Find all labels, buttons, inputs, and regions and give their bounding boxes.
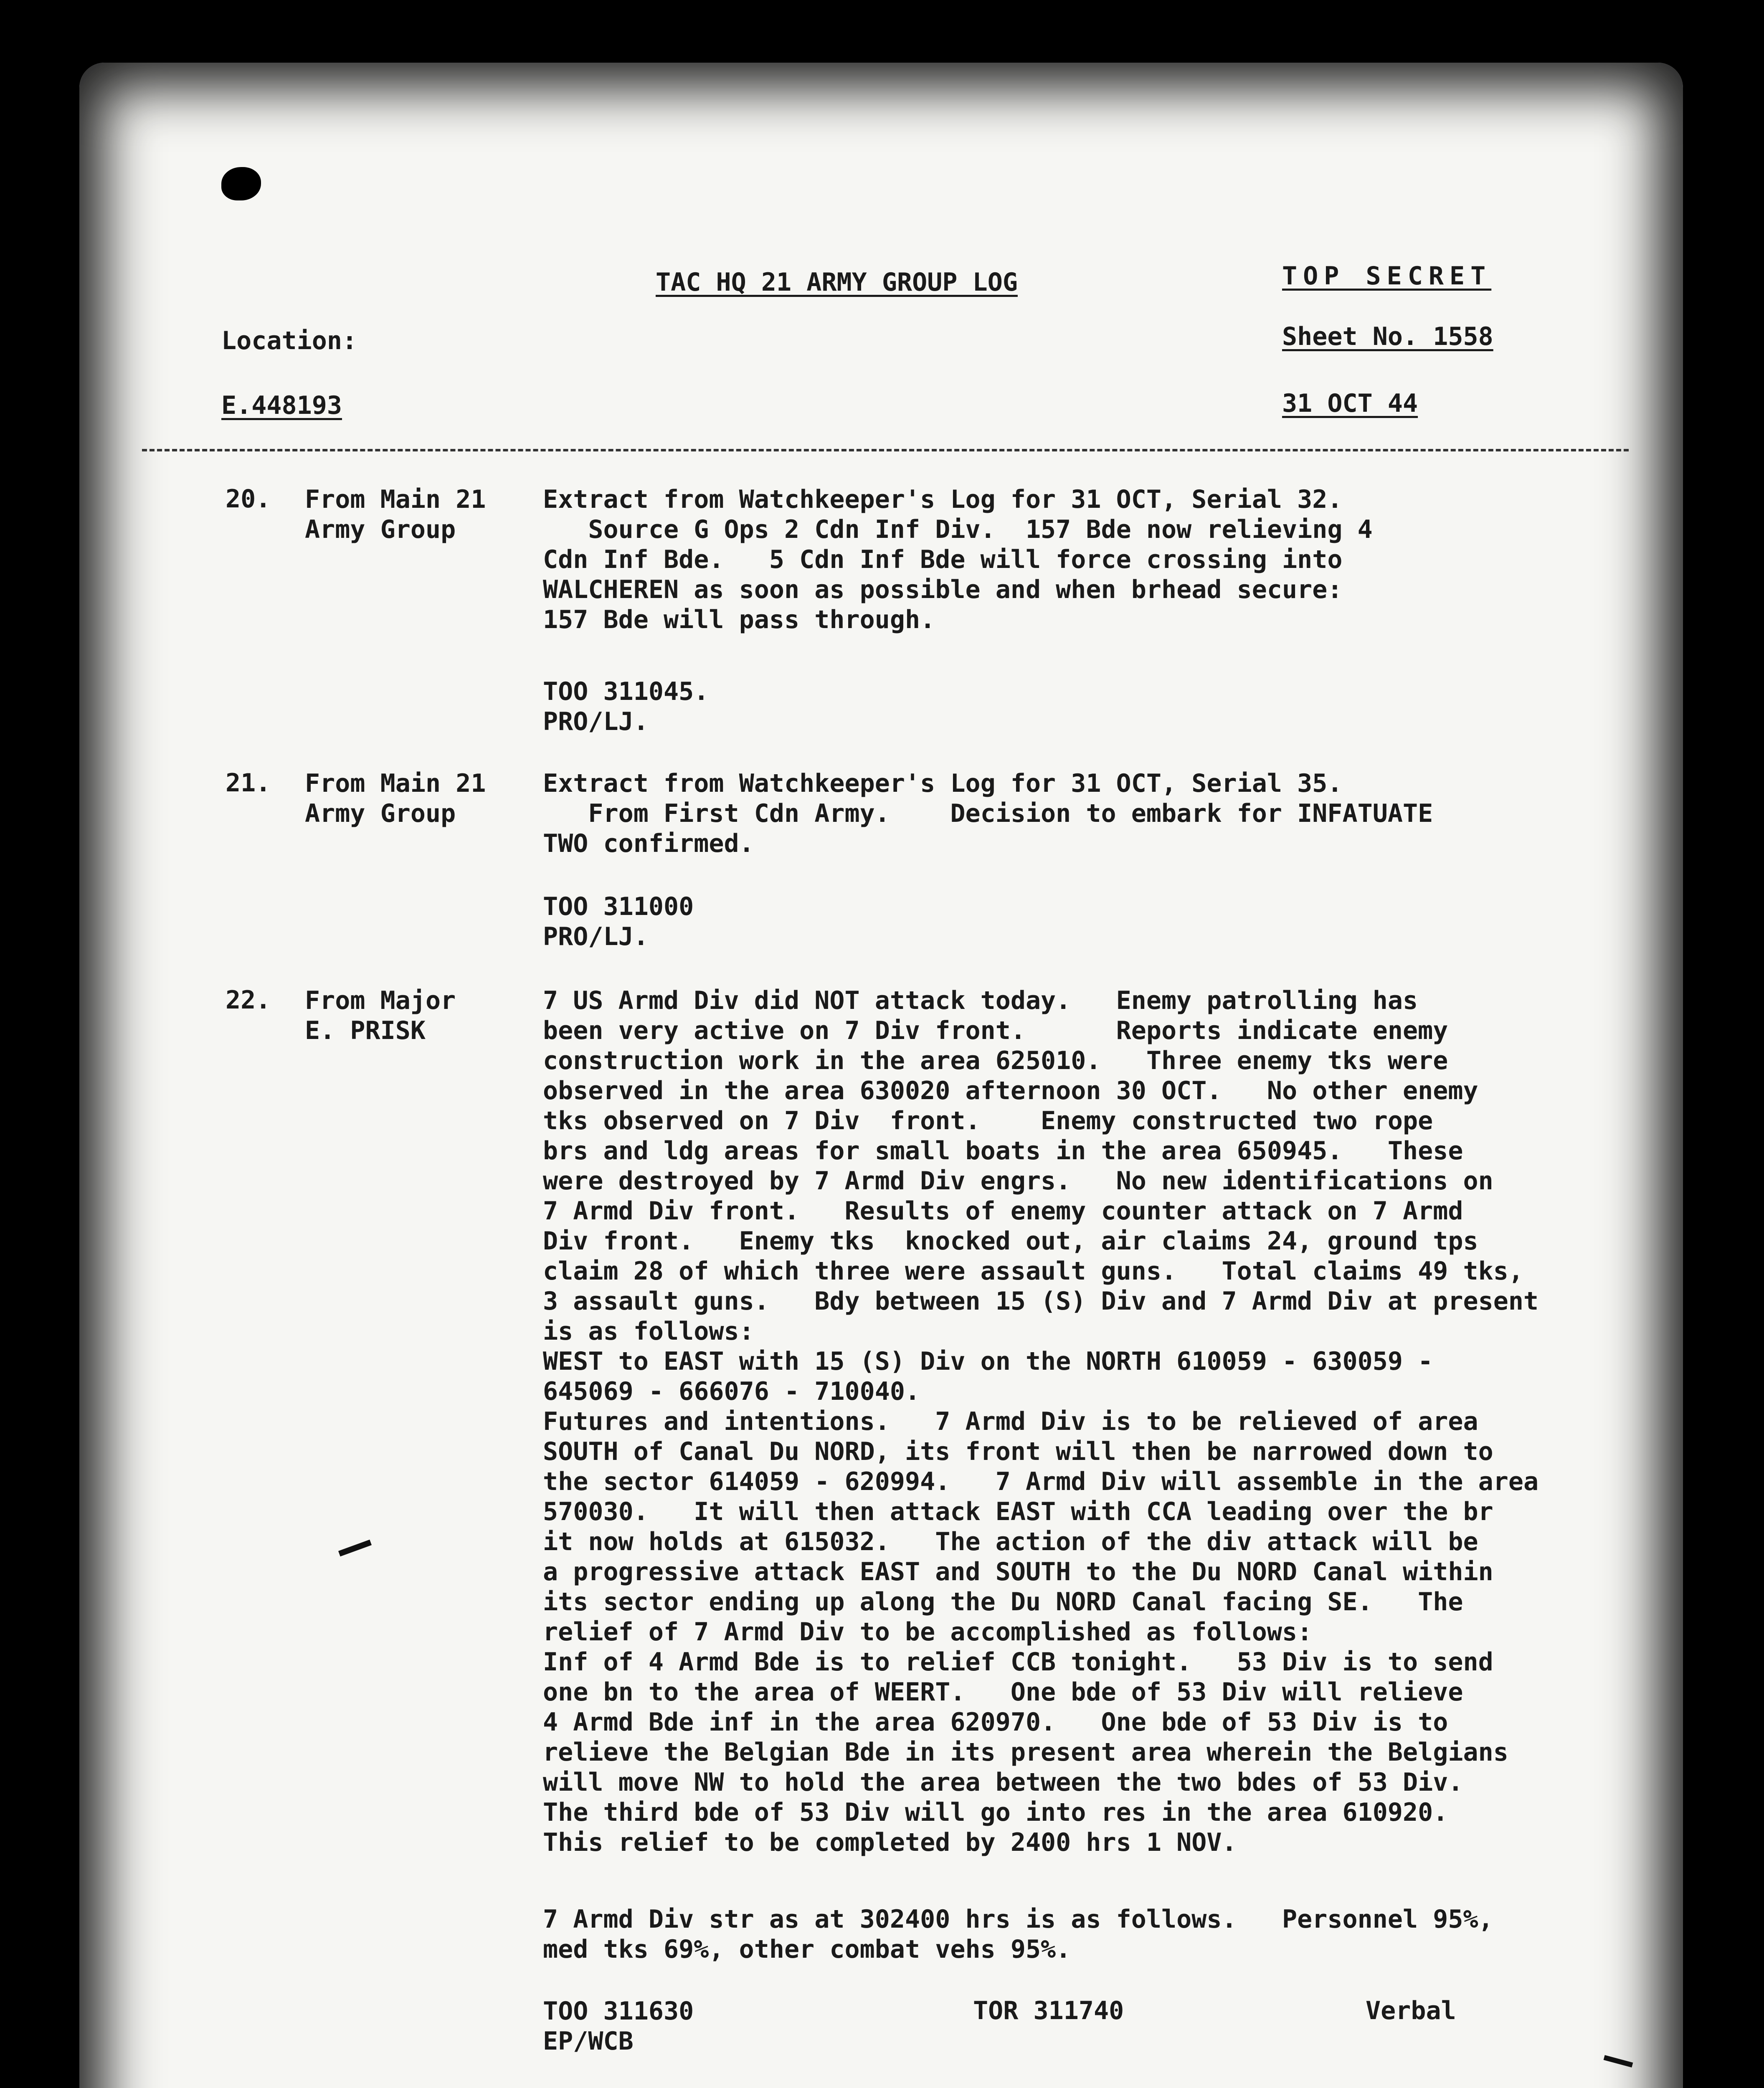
entry-body: 7 Armd Div str as at 302400 hrs is as follows. Personnel 95%, med tks 69%, other combat vehs 95%. [543, 1905, 1493, 1964]
sheet-number: Sheet No. 1558 [1282, 322, 1493, 351]
entry-footer: TOO 311630 EP/WCB [543, 1997, 694, 2056]
transmission-mode: Verbal [1366, 1996, 1456, 2025]
entry-source: From Main 21 Army Group [305, 485, 486, 544]
punch-hole [221, 167, 261, 200]
entry-footer: TOO 311000 PRO/LJ. [543, 892, 694, 951]
tor-value: TOR 311740 [973, 1996, 1124, 2025]
entry-body: Extract from Watchkeeper's Log for 31 OCT, Serial 35. From First Cdn Army. Decision to embark for INFATUATE TWO confirmed. [543, 769, 1433, 858]
classification-stamp: TOP SECRET [1282, 261, 1492, 291]
log-title: TAC HQ 21 ARMY GROUP LOG [656, 268, 1018, 297]
entry-footer: TOO 311045. PRO/LJ. [543, 677, 709, 736]
entry-body: 7 US Armd Div did NOT attack today. Enemy patrolling has been very active on 7 Div front. Reports indicate enemy construction work in the area 625010. Three enemy tks were observed in the area 630020 afternoon 30 OCT. No other enemy tks observed on 7 Div front. Enemy constructed two rope brs and ldg areas for small boats in the area 650945. These were destroyed by 7 Armd Div engrs. No new identifications on 7 Armd Div front. Results of enemy counter attack on 7 Armd Div front. Enemy tks knocked out, air claims 24, ground tps claim 28 of which three were assault guns. Total claims 49 tks, 3 assault guns. Bdy between 15 (S) Div and 7 Armd Div at present is as follows: WEST to EAST with 15 (S) Div on the NORTH 610059 - 630059 - 645069 - 666076 - 710040. Futures and intentions. 7 Armd Div is to be relieved of area SOUTH of Canal Du NORD, its front will then be narrowed down to the sector 614059 - 620994. 7 Armd Div will assemble in the area 570030. It will then attack EAST with CCA leading over the br it now holds at 615032. The action of the div attack will be a progressive attack EAST and SOUTH to the Du NORD Canal within its sector ending up along the Du NORD Canal facing SE. The relief of 7 Armd Div to be accomplished as follows: Inf of 4 Armd Bde is to relief CCB tonight. 53 Div is to send one bn to the area of WEERT. One bde of 53 Div will relieve 4 Armd Bde inf in the area 620970. One bde of 53 Div is to relieve the Belgian Bde in its present area wherein the Belgians will move NW to hold the area between the two bdes of 53 Div. The third bde of 53 Div will go into res in the area 610920. This relief to be completed by 2400 hrs 1 NOV. [543, 986, 1539, 1857]
location-value: E.448193 [221, 391, 342, 420]
entry-number: 22. [226, 986, 271, 1015]
log-date: 31 OCT 44 [1282, 389, 1418, 418]
pen-mark [1604, 2055, 1633, 2068]
entry-source: From Major E. PRISK [305, 986, 456, 1045]
header-divider [142, 449, 1629, 455]
location-label: Location: [221, 326, 357, 355]
entry-number: 21. [226, 768, 271, 798]
entry-source: From Main 21 Army Group [305, 769, 486, 828]
entry-number: 20. [226, 484, 271, 514]
pen-mark [338, 1540, 372, 1557]
entry-body: Extract from Watchkeeper's Log for 31 OCT, Serial 32. Source G Ops 2 Cdn Inf Div. 157 Bde now relieving 4 Cdn Inf Bde. 5 Cdn Inf Bde will force crossing into WALCHEREN as soon as possible and when brhead secure: 157 Bde will pass through. [543, 485, 1373, 634]
